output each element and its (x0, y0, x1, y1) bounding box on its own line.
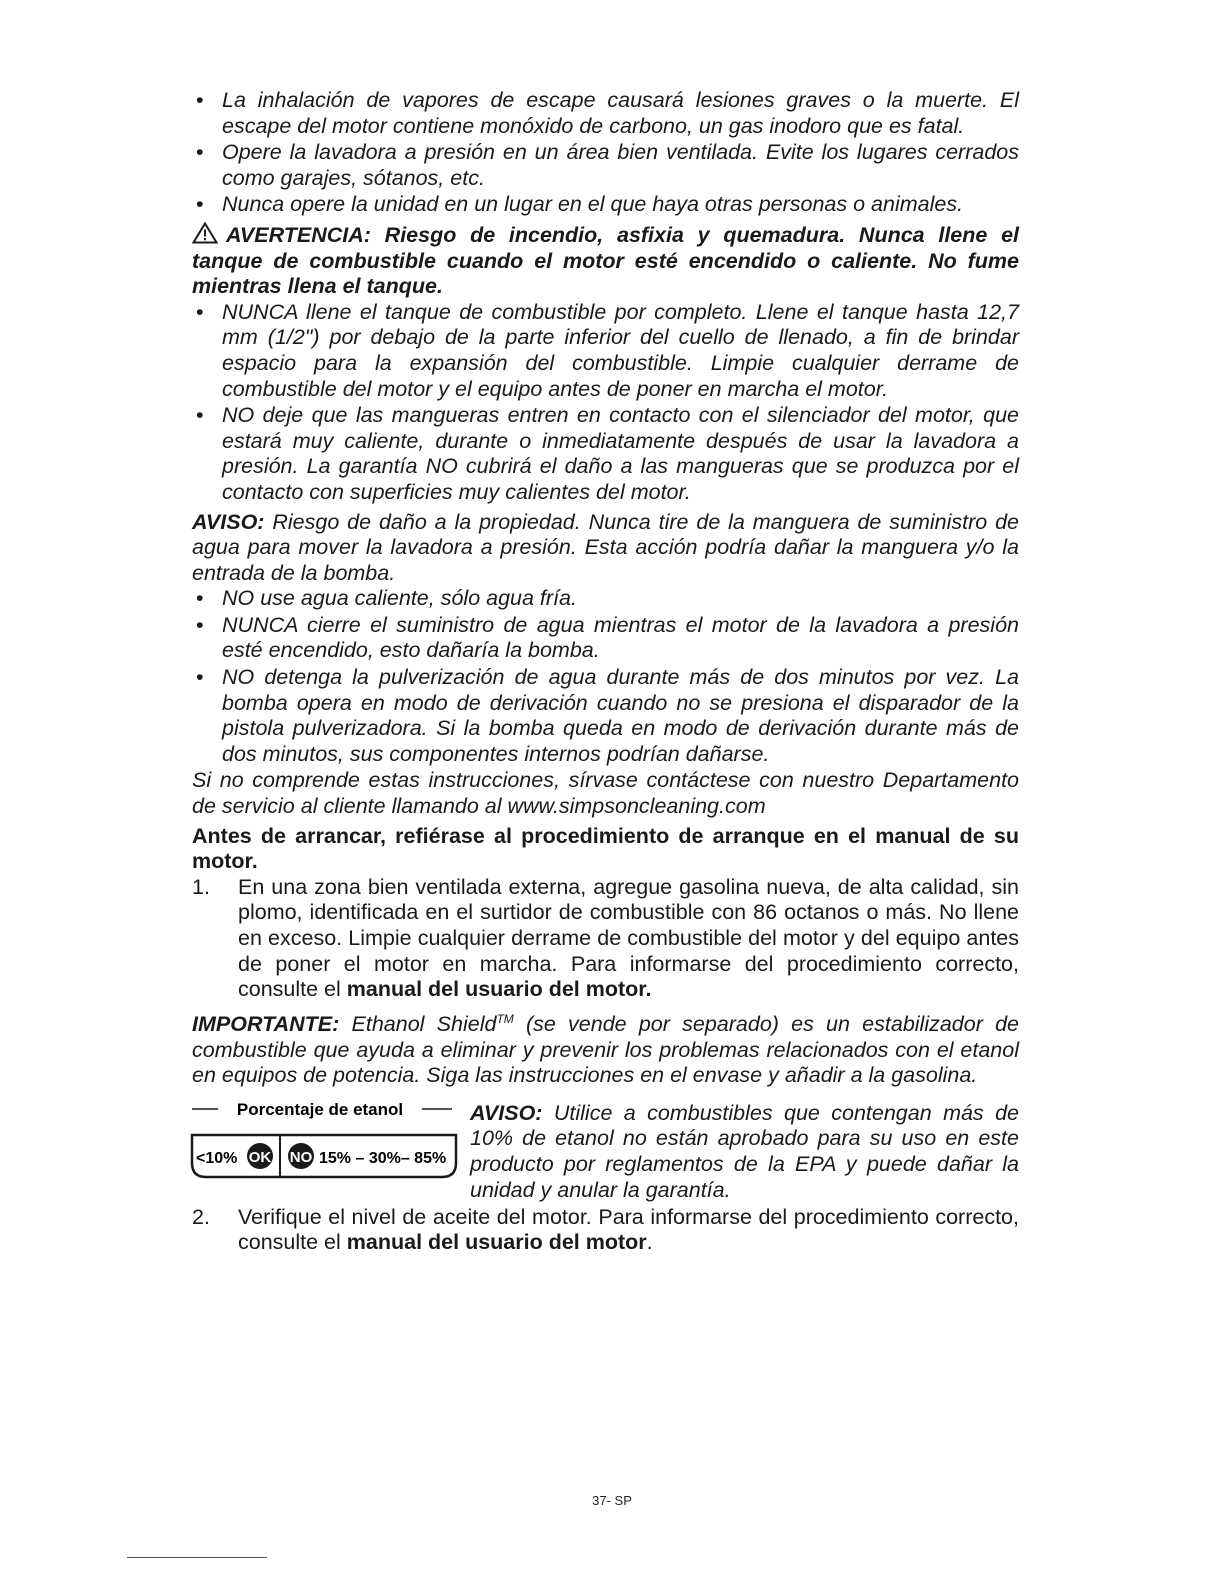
footer-divider (127, 1557, 267, 1558)
ethanol-section (192, 1097, 1019, 1203)
avertencia-text: Riesgo de incendio, asfixia y quemadura. Nunca llene el tanque de combustible cuando el motor esté encendido o caliente. No fume mientras llena el tanque. (192, 222, 1019, 299)
avertencia-warning (192, 222, 1019, 300)
avertencia-label: AVERTENCIA: (226, 222, 371, 247)
list-item: • NO deje que las mangueras entren en contacto con el silenciador del motor, que estará muy caliente, durante o inmediatamente después de usar la lavadora a presión. La garantía NO cubrirá el daño a las mangueras que se produzca por el contacto con superficies muy calientes del motor. (196, 403, 1019, 504)
exhaust-bullets (192, 88, 1019, 218)
manual-page (192, 88, 1019, 1256)
step-text: Verifique el nivel de aceite del motor. Para informarse del procedimiento correcto, consulte el (238, 1204, 1019, 1255)
step-bold-text: manual del usuario del motor. (346, 977, 652, 1002)
ethanol-title: Porcentaje de etanol (236, 1099, 404, 1119)
step-number: 2. (192, 1204, 210, 1229)
aviso-label: AVISO: (192, 509, 265, 534)
importante-text-before: Ethanol Shield (351, 1011, 497, 1036)
list-item: • Nunca opere la unidad en un lugar en el que haya otras personas o animales. (196, 192, 964, 217)
importante-label: IMPORTANTE: (192, 1011, 340, 1036)
water-bullets (192, 586, 1019, 767)
importante-note (192, 1007, 1019, 1089)
trademark-mark: TM (496, 1011, 514, 1026)
aviso-text: Riesgo de daño a la propiedad. Nunca tire de la manguera de suministro de agua para mover la lavadora a presión. Esta acción podría dañar la manguera y/o la entrada de la bomba. (192, 509, 1019, 585)
aviso-label: AVISO: (470, 1100, 543, 1125)
fuel-bullets (192, 300, 1019, 506)
warning-triangle-icon (192, 222, 218, 244)
ethanol-ok-range: <10% (196, 1149, 238, 1167)
step-bold-text: manual del usuario del motor (346, 1230, 647, 1255)
list-item: • La inhalación de vapores de escape causará lesiones graves o la muerte. El escape del motor contiene monóxido de carbono, un gas inodoro que es fatal. (196, 88, 1019, 138)
list-item (192, 875, 1019, 1003)
list-item: • NO use agua caliente, sólo agua fría. (196, 586, 577, 611)
list-item: • Opere la lavadora a presión en un área bien ventilada. Evite los lugares cerrados como garajes, sótanos, etc. (196, 140, 1019, 190)
aviso-text: Utilice a combustibles que contengan más de 10% de etanol no están aprobado para su uso en este producto por reglamentos de la EPA y puede dañar la unidad y anular la garantía. (470, 1100, 1019, 1202)
step-number: 1. (192, 874, 210, 899)
importante-text-after: (se vende por separado) es un estabilizador de combustible que ayuda a eliminar y prevenir los problemas relacionados con el etanol en equipos de potencia. Siga las instrucciones en el envase y añadir a la gasolina. (192, 1011, 1020, 1088)
list-item: • NUNCA llene el tanque de combustible por completo. Llene el tanque hasta 12,7 mm (1/2") por debajo de la parte inferior del cuello de llenado, a fin de brindar espacio para la expansión del combustible. Limpie cualquier derrame de combustible del motor y el equipo antes de poner en marcha el motor. (196, 299, 1019, 401)
ethanol-no-range: 15% – 30%– 85% (319, 1149, 447, 1167)
page-number: 37- SP (592, 1493, 632, 1508)
no-badge-label: NO (289, 1148, 313, 1166)
step-end-punct: . (646, 1230, 653, 1255)
step-text: En una zona bien ventilada externa, agregue gasolina nueva, de alta calidad, sin plomo, identificada en el surtidor de combustible con 86 octanos o más. No llene en exceso. Limpie cualquier derrame de combustible del motor y del equipo antes de poner el motor en marcha. Para informarse del procedimiento correcto, consulte el (238, 874, 1019, 1002)
list-item (192, 1205, 1019, 1256)
contact-instructions: Si no comprende estas instrucciones, sírvase contáctese con nuestro Departamento de servicio al cliente llamando al www.simpsoncleaning.com (192, 768, 1019, 819)
steps-list-2 (192, 1205, 1019, 1256)
aviso-ethanol (470, 1101, 1019, 1203)
start-heading: Antes de arrancar, refiérase al procedimiento de arranque en el manual de su motor. (192, 823, 1019, 874)
steps-list-1 (192, 875, 1019, 1003)
ok-badge-label: OK (248, 1148, 272, 1166)
aviso-property-damage (192, 510, 1019, 587)
ethanol-percentage-graphic (188, 1097, 460, 1189)
list-item: • NO detenga la pulverización de agua durante más de dos minutos por vez. La bomba opera en modo de derivación cuando no se presiona el disparador de la pistola pulverizadora. Si la bomba queda en modo de derivación durante más de dos minutos, sus componentes internos podrían dañarse. (196, 665, 1019, 766)
list-item: • NUNCA cierre el suministro de agua mientras el motor de la lavadora a presión esté encendido, esto dañaría la bomba. (196, 612, 1019, 663)
